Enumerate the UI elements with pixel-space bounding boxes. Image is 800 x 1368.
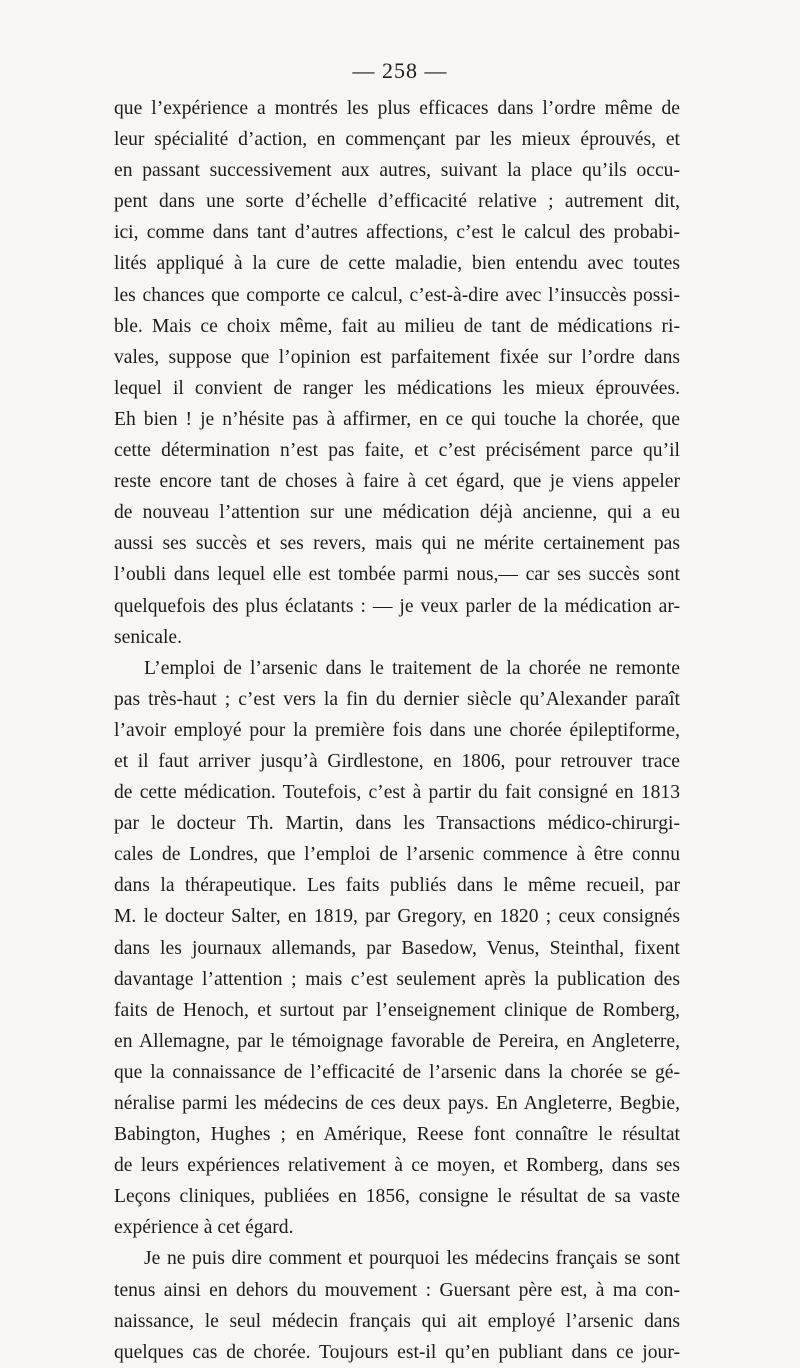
text-line: en Allemagne, par le témoignage favorable de Pereira, en Angleterre,	[114, 1030, 680, 1052]
text-line: de cette médication. Toutefois, c’est à partir du fait consigné en 1813	[114, 782, 680, 804]
text-line: M. le docteur Salter, en 1819, par Gregory, en 1820 ; ceux consignés	[114, 906, 680, 928]
text-line: que l’expérience a montrés les plus efficaces dans l’ordre même de	[114, 98, 680, 119]
paragraph-3	[114, 1243, 680, 1367]
text-line: que la connaissance de l’efficacité de l’arsenic dans la chorée se gé-	[114, 1061, 680, 1083]
text-line: de leurs expériences relativement à ce moyen, et Romberg, dans ses	[114, 1155, 680, 1177]
text-line: leur spécialité d’action, en commençant par les mieux éprouvés, et	[114, 129, 680, 151]
text-line: cette détermination n’est pas faite, et c’est précisément parce qu’il	[114, 440, 680, 462]
text-line: faits de Henoch, et surtout par l’enseignement clinique de Romberg,	[114, 999, 680, 1021]
text-line: reste encore tant de choses à faire à cet égard, que je viens appeler	[114, 471, 680, 493]
text-line: Leçons cliniques, publiées en 1856, consigne le résultat de sa vaste	[114, 1186, 680, 1208]
text-line: ble. Mais ce choix même, fait au milieu de tant de médications ri-	[114, 315, 680, 337]
text-line: L’emploi de l’arsenic dans le traitement de la chorée ne remonte	[144, 657, 680, 679]
text-line: néralise parmi les médecins de ces deux pays. En Angleterre, Begbie,	[114, 1093, 680, 1114]
text-line: senicale.	[114, 626, 182, 648]
text-line: par le docteur Th. Martin, dans les Transactions médico-chirurgi-	[114, 813, 680, 835]
text-line: quelques cas de chorée. Toujours est-il qu’en publiant dans ce jour-	[114, 1341, 680, 1363]
page-number: — 258 —	[352, 58, 448, 83]
text-line: ici, comme dans tant d’autres affections, c’est le calcul des probabi-	[114, 222, 680, 244]
text-line: naissance, le seul médecin français qui ait employé l’arsenic dans	[114, 1310, 680, 1332]
text-line: les chances que comporte ce calcul, c’est-à-dire avec l’insuccès possi-	[114, 284, 680, 306]
text-line: expérience à cet égard.	[114, 1217, 294, 1239]
text-line: tenus ainsi en dehors du mouvement : Guersant père est, à ma con-	[114, 1279, 680, 1301]
text-line: cales de Londres, que l’emploi de l’arsenic commence à être connu	[114, 844, 680, 866]
text-line: aussi ses succès et ses revers, mais qui ne mérite certainement pas	[114, 533, 680, 555]
text-line: l’oubli dans lequel elle est tombée parmi nous,— car ses succès sont	[114, 564, 680, 586]
text-line: Babington, Hughes ; en Amérique, Reese font connaître le résultat	[114, 1124, 680, 1146]
text-line: pas très-haut ; c’est vers la fin du dernier siècle qu’Alexander paraît	[114, 688, 680, 710]
text-line: Je ne puis dire comment et pourquoi les médecins français se sont	[144, 1248, 680, 1270]
paragraph-1	[114, 93, 680, 653]
text-line: de nouveau l’attention sur une médication déjà ancienne, qui a eu	[114, 502, 680, 524]
text-line: Eh bien ! je n’hésite pas à affirmer, en ce qui touche la chorée, que	[114, 408, 680, 430]
paragraph-2	[114, 653, 680, 1244]
text-line: dans la thérapeutique. Les faits publiés dans le même recueil, par	[114, 875, 680, 897]
text-line: davantage l’attention ; mais c’est seulement après la publication des	[114, 968, 680, 990]
text-line: pent dans une sorte d’échelle d’efficacité relative ; autrement dit,	[114, 191, 680, 213]
body-text	[114, 93, 680, 1368]
text-line: lequel il convient de ranger les médications les mieux éprouvées.	[114, 377, 680, 399]
text-line: en passant successivement aux autres, suivant la place qu’ils occu-	[114, 160, 680, 182]
text-line: l’avoir employé pour la première fois dans une chorée épileptiforme,	[114, 719, 680, 741]
text-line: dans les journaux allemands, par Basedow, Venus, Steinthal, fixent	[114, 937, 680, 959]
text-line: vales, suppose que l’opinion est parfaitement fixée sur l’ordre dans	[114, 346, 680, 368]
text-line: et il faut arriver jusqu’à Girdlestone, en 1806, pour retrouver trace	[114, 750, 680, 772]
text-line: lités appliqué à la cure de cette maladie, bien entendu avec toutes	[114, 253, 680, 275]
text-line: quelquefois des plus éclatants : — je veux parler de la médication ar-	[114, 595, 680, 617]
